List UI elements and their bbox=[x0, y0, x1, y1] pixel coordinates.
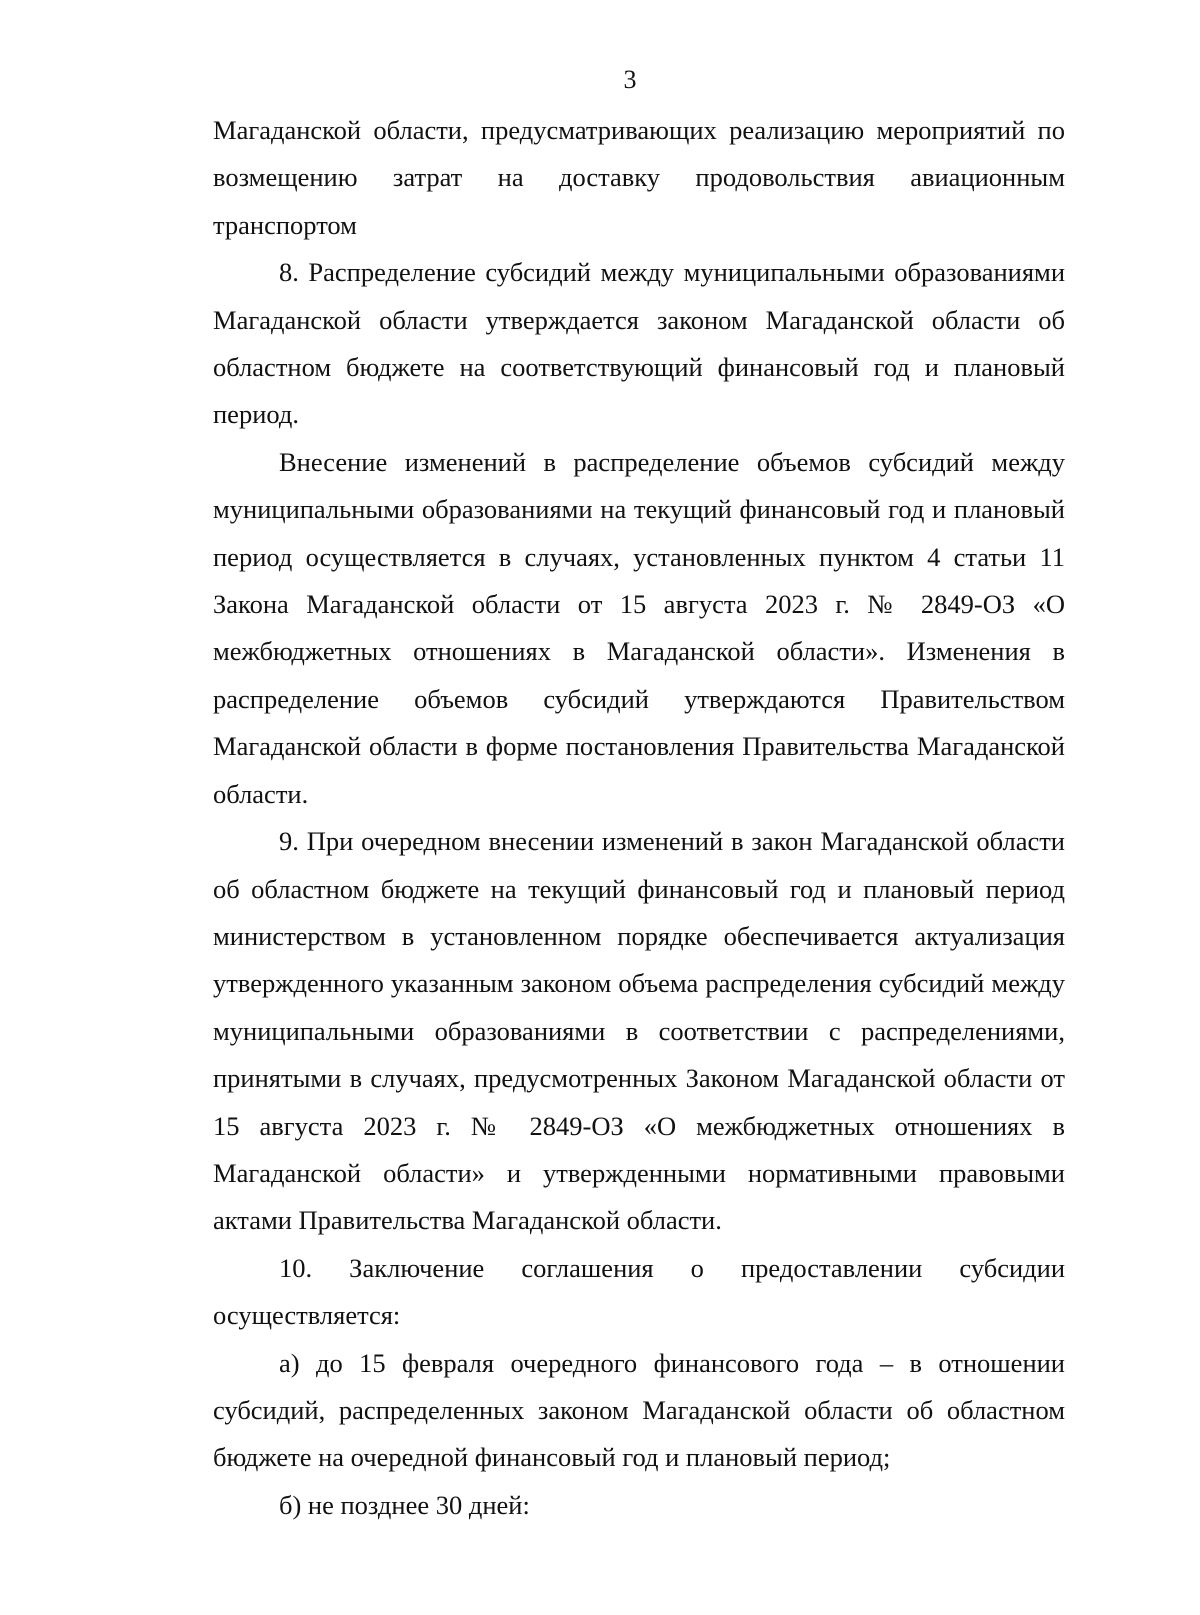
paragraph-8-amendments: Внесение изменений в распределение объемов субсидий между муниципальными образованиями на текущий финансовый год и плановый период осуществляется в случаях, установленных пунктом 4 статьи 11 Закона Магаданской области от 15 августа 2023 г. № 2849-ОЗ «О межбюджетных отношениях в Магаданской области». Изменения в распределение объемов субсидий утверждаются Правительством Магаданской области в форме постановления Правительства Магаданской области. bbox=[213, 446, 1065, 809]
paragraph-10: 10. Заключение соглашения о предоставлении субсидии осуществляется: bbox=[213, 1252, 1065, 1331]
page-number: 3 bbox=[623, 65, 637, 94]
document-body bbox=[213, 107, 1065, 1529]
paragraph-7-continuation: Магаданской области, предусматривающих реализацию мероприятий по возмещению затрат на доставку продовольствия авиационным транспортом bbox=[213, 115, 1065, 240]
paragraph-10-item-a: а) до 15 февраля очередного финансового года – в отношении субсидий, распределенных законом Магаданской области об областном бюджете на очередной финансовый год и плановый период; bbox=[213, 1347, 1065, 1473]
paragraph-10-item-b: б) не позднее 30 дней: bbox=[279, 1489, 530, 1520]
paragraph-8: 8. Распределение субсидий между муниципальными образованиями Магаданской области утверждается законом Магаданской области об областном бюджете на соответствующий финансовый год и плановый период. bbox=[213, 257, 1065, 430]
paragraph-9: 9. При очередном внесении изменений в закон Магаданской области об областном бюджете на текущий финансовый год и плановый период министерством в установленном порядке обеспечивается актуализация утвержденного указанным законом объема распределения субсидий между муниципальными образованиями в соответствии с распределениями, принятыми в случаях, предусмотренных Законом Магаданской области от 15 августа 2023 г. № 2849-ОЗ «О межбюджетных отношениях в Магаданской области» и утвержденными нормативными правовыми актами Правительства Магаданской области. bbox=[213, 826, 1065, 1236]
